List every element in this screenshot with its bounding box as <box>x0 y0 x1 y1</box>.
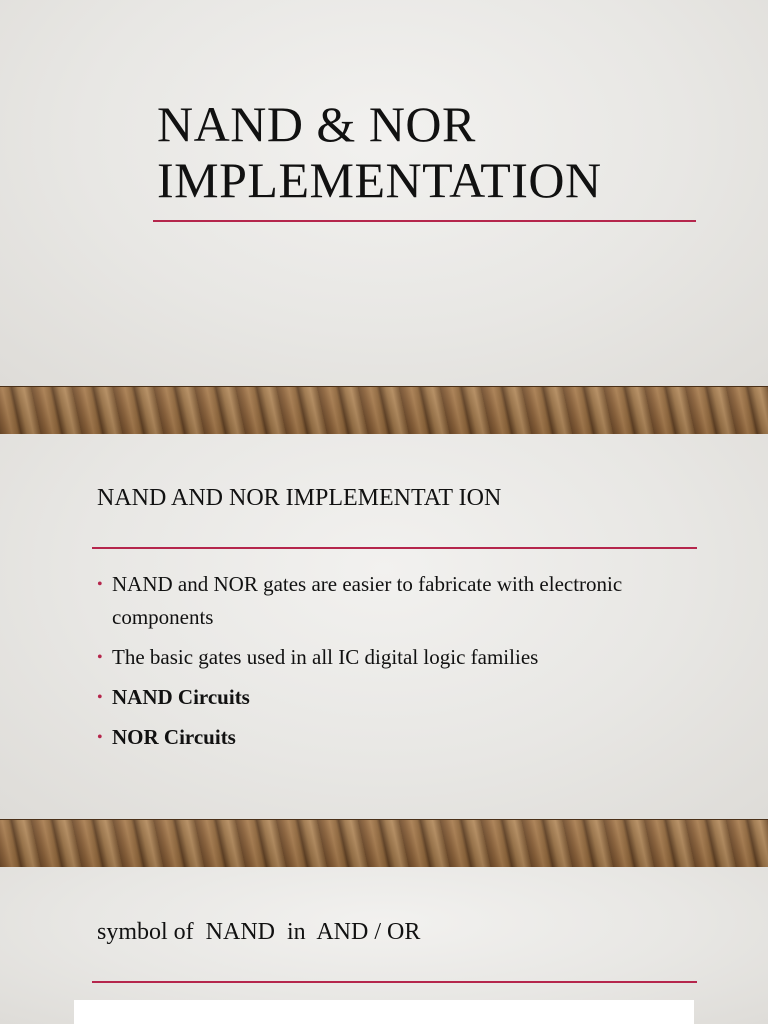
slide-heading: NAND AND NOR IMPLEMENTAT ION <box>97 485 502 511</box>
bullet-icon: • <box>97 729 103 746</box>
slide-title-heading <box>157 96 717 208</box>
bullet-icon: • <box>97 576 103 593</box>
bullet-icon: • <box>97 649 103 666</box>
bullet-list <box>97 568 677 761</box>
heading-divider <box>92 981 697 983</box>
slide-nand-symbol <box>0 867 768 1024</box>
slide-implementation <box>0 434 768 819</box>
wood-floor-divider <box>0 819 768 869</box>
bullet-text: NOR Circuits <box>112 725 236 749</box>
bullet-icon: • <box>97 689 103 706</box>
title-line-2: IMPLEMENTATION <box>157 152 602 208</box>
slide-heading: symbol of NAND in AND / OR <box>97 919 421 945</box>
bullet-text: NAND and NOR gates are easier to fabricate with electronic components <box>112 572 623 629</box>
title-divider <box>153 220 696 222</box>
list-item <box>97 568 677 634</box>
list-item <box>97 641 677 674</box>
bullet-text: The basic gates used in all IC digital logic families <box>112 645 539 669</box>
list-item <box>97 681 677 714</box>
heading-divider <box>92 547 697 549</box>
slide-title <box>0 0 768 386</box>
content-image-area <box>74 1000 694 1024</box>
list-item <box>97 721 677 754</box>
wood-floor-divider <box>0 386 768 436</box>
title-line-1: NAND & NOR <box>157 96 476 152</box>
bullet-text: NAND Circuits <box>112 685 250 709</box>
